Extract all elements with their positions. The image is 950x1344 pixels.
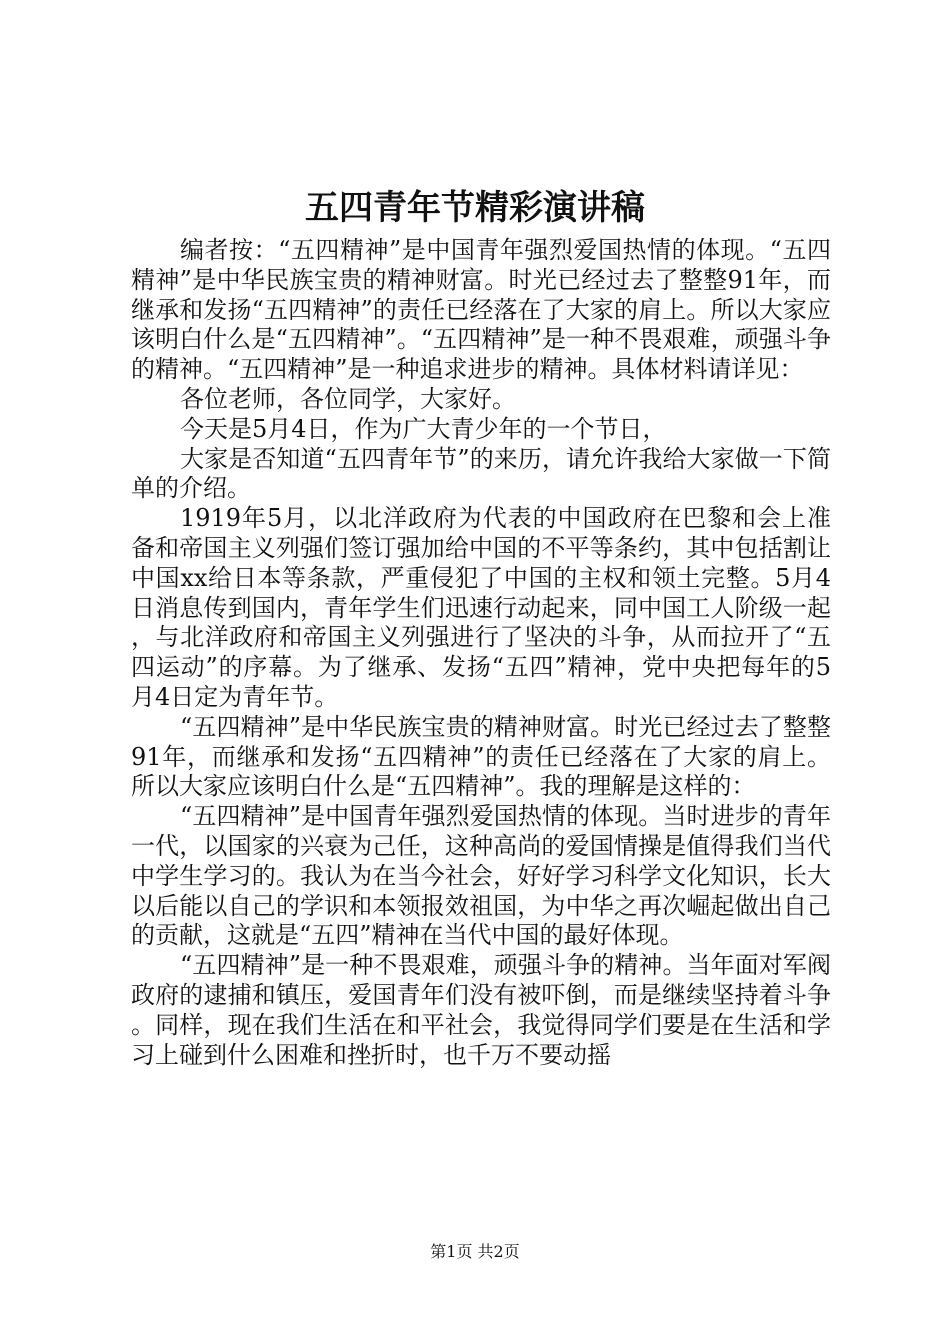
paragraph-greeting: 各位老师，各位同学，大家好。 [180,384,516,413]
paragraph-perseverance: “五四精神”是一种不畏艰难，顽强斗争的精神。当年面对军阀政府的逮捕和镇压，爱国青年们没有被吓倒，而是继续坚持着斗争。同样，现在我们生活在和平社会，我觉得同学们要是在生活和学习上碰到什么困难和挫折时，也千万不要动摇 [131,951,831,1069]
paragraph-spirit-wealth: “五四精神”是中华民族宝贵的精神财富。时光已经过去了整整91年，而继承和发扬“五四精神”的责任已经落在了大家的肩上。所以大家应该明白什么是“五四精神”。我的理解是这样的： [131,712,831,801]
paragraph-patriotism: “五四精神”是中国青年强烈爱国热情的体现。当时进步的青年一代，以国家的兴衰为己任，这种高尚的爱国情操是值得我们当代中学生学习的。我认为在当今社会，好好学习科学文化知识，长大以后能以自己的学识和本领报效祖国，为中华之再次崛起做出自己的贡献，这就是“五四”精神在当代中国的最好体现。 [131,802,831,950]
paragraph-today: 今天是5月4日，作为广大青少年的一个节日， [180,414,667,443]
paragraph-editor-note: 编者按：“五四精神”是中国青年强烈爱国热情的体现。“五四精神”是中华民族宝贵的精神财富。时光已经过去了整整91年，而继承和发扬“五四精神”的责任已经落在了大家的肩上。所以大家应该明白什么是“五四精神”。“五四精神”是一种不畏艰难，顽强斗争的精神。“五四精神”是一种追求进步的精神。具体材料请详见： [131,236,831,384]
document-body [131,236,831,1070]
document-title: 五四青年节精彩演讲稿 [305,188,645,228]
paragraph-intro: 大家是否知道“五四青年节”的来历，请允许我给大家做一下简单的介绍。 [131,444,831,503]
paragraph-history: 1919年5月，以北洋政府为代表的中国政府在巴黎和会上准备和帝国主义列强们签订强加给中国的不平等条约，其中包括割让中国xx给日本等条款，严重侵犯了中国的主权和领土完整。5月4日消息传到国内，青年学生们迅速行动起来，同中国工人阶级一起，与北洋政府和帝国主义列强进行了坚决的斗争，从而拉开了“五四运动”的序幕。为了继承、发扬“五四”精神，党中央把每年的5月4日定为青年节。 [131,504,831,711]
page-number-footer: 第1页 共2页 [430,1242,520,1261]
